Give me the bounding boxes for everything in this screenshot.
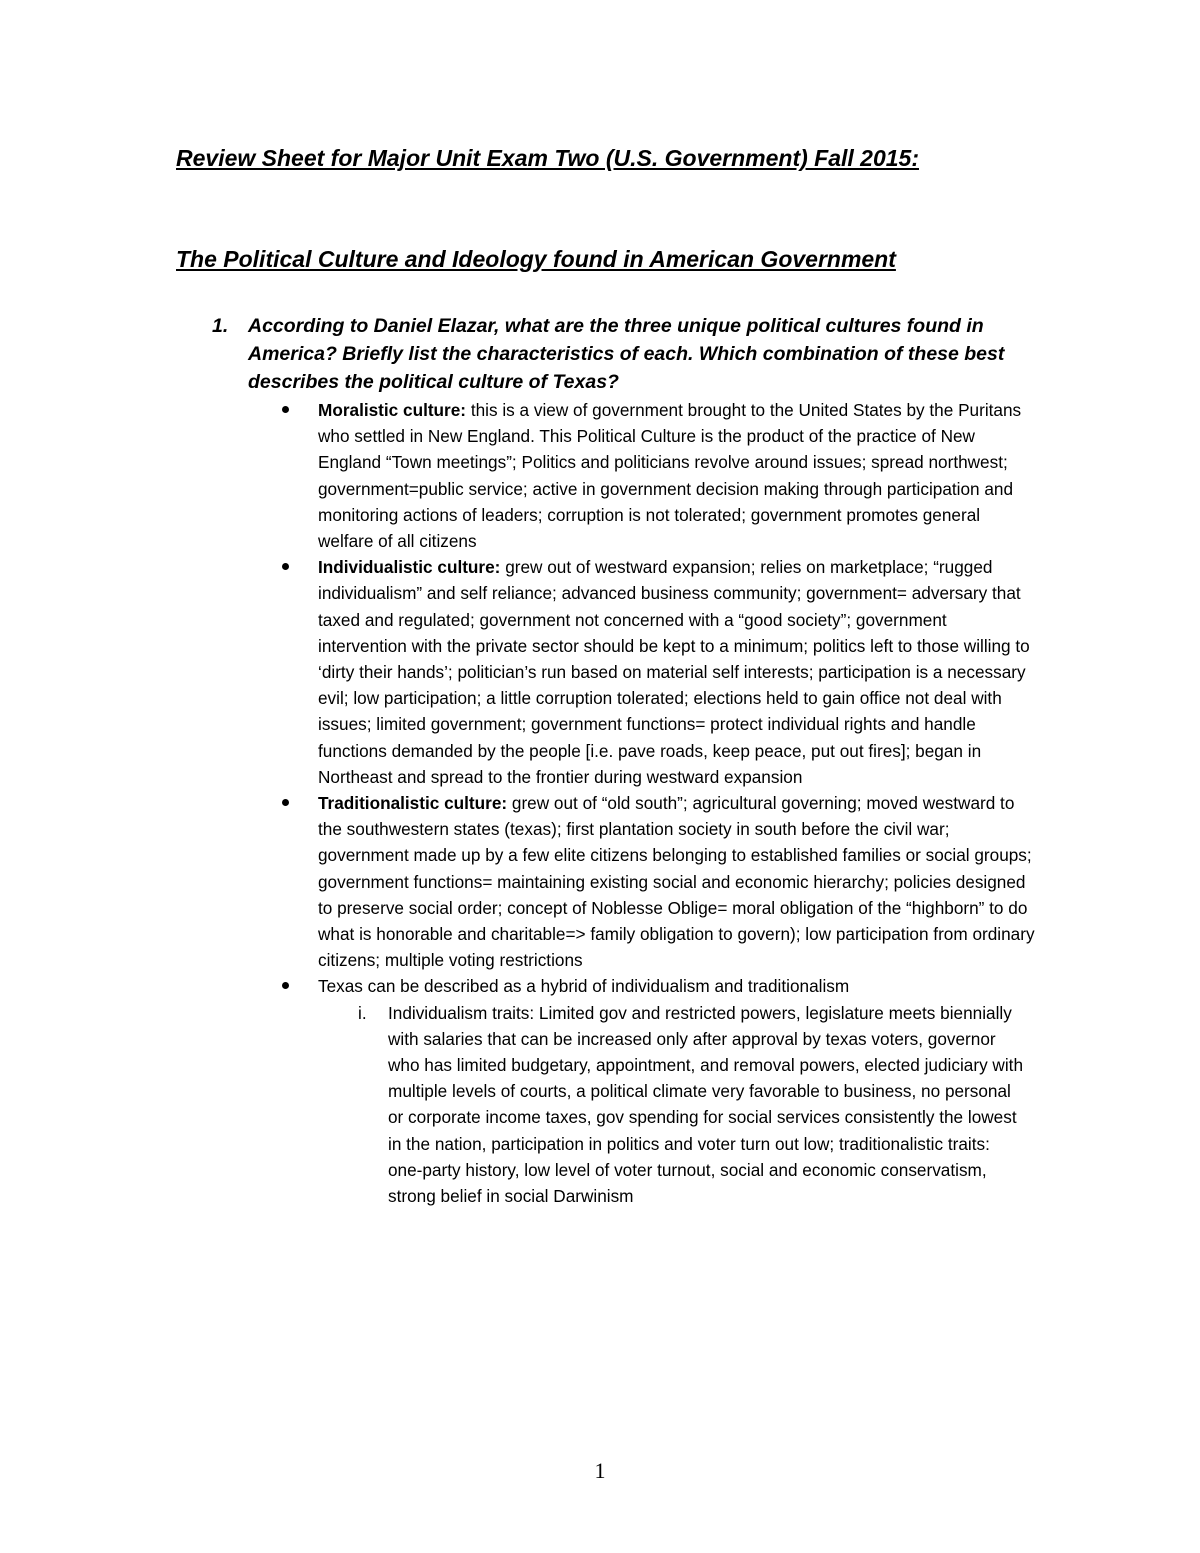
bullet-texas-hybrid [278, 973, 1038, 1209]
bullet-text: grew out of “old south”; agricultural governing; moved westward to the southwestern states (texas); first plantation society in south before the civil war; government made up by a few elite citizens belonging to established families or social groups; government functions= maintaining existing social and economic hierarchy; policies designed to preserve social order; concept of Noblesse Oblige= moral obligation of the “highborn” to do what is honorable and charitable=> family obligation to govern); low participation from ordinary citizens; multiple voting restrictions [318, 793, 1035, 971]
bullet-dot-icon [282, 799, 289, 806]
document-title: Review Sheet for Major Unit Exam Two (U.S. Government) Fall 2015: [176, 145, 919, 171]
question-1 [212, 312, 1032, 396]
bullet-text: this is a view of government brought to the United States by the Puritans who settled in New England. This Political Culture is the product of the practice of New England “Town meetings”; Politics and politicians revolve around issues; spread northwest; government=public service; active in government decision making through participation and monitoring actions of leaders; corruption is not tolerated; government promotes general welfare of all citizens [318, 400, 1022, 552]
sublist-item [348, 1000, 1028, 1210]
question-number: 1. [212, 315, 229, 337]
question-text: According to Daniel Elazar, what are the three unique political cultures found in America? Briefly list the characteristics of each. Which combination of these best describes the political culture of Texas? [248, 315, 1005, 393]
bullet-term: Moralistic culture: [318, 400, 467, 420]
bullet-text: grew out of westward expansion; relies on marketplace; “rugged individualism” and self reliance; advanced business community; government= adversary that taxed and regulated; government not concerned with a “good society”; government intervention with the private sector should be kept to a minimum; politics left to those willing to ‘dirty their hands’; politician’s run based on material self interests; participation is a necessary evil; low participation; a little corruption tolerated; elections held to gain office not deal with issues; limited government; government functions= protect individual rights and handle functions demanded by the people [i.e. pave roads, keep peace, put out fires]; began in Northeast and spread to the frontier during westward expansion [318, 557, 1030, 787]
sublist-marker: i. [358, 1002, 367, 1023]
page-number: 1 [594, 1458, 606, 1483]
answer-bullet-list [278, 397, 1038, 1209]
bullet-text: Texas can be described as a hybrid of individualism and traditionalism [318, 976, 850, 997]
section-heading: The Political Culture and Ideology found in American Government [176, 246, 896, 272]
sublist-text: Individualism traits: Limited gov and restricted powers, legislature meets biennially with salaries that can be increased only after approval by texas voters, governor who has limited budgetary, appointment, and removal powers, elected judiciary with multiple levels of courts, a political climate very favorable to business, no personal or corporate income taxes, gov spending for social services consistently the lowest in the nation, participation in politics and voter turn out low; traditionalistic traits: one-party history, low level of voter turnout, social and economic conservatism, strong belief in social Darwinism [388, 1002, 1023, 1207]
bullet-moralistic-culture [278, 397, 1038, 554]
bullet-term: Individualistic culture: [318, 557, 501, 578]
bullet-dot-icon [282, 982, 289, 989]
bullet-individualistic-culture [278, 554, 1038, 790]
bullet-traditionalistic-culture [278, 790, 1038, 973]
bullet-dot-icon [282, 406, 289, 413]
texas-traits-sublist [348, 1000, 1028, 1210]
bullet-term: Traditionalistic culture: [318, 793, 508, 814]
bullet-dot-icon [282, 563, 289, 570]
